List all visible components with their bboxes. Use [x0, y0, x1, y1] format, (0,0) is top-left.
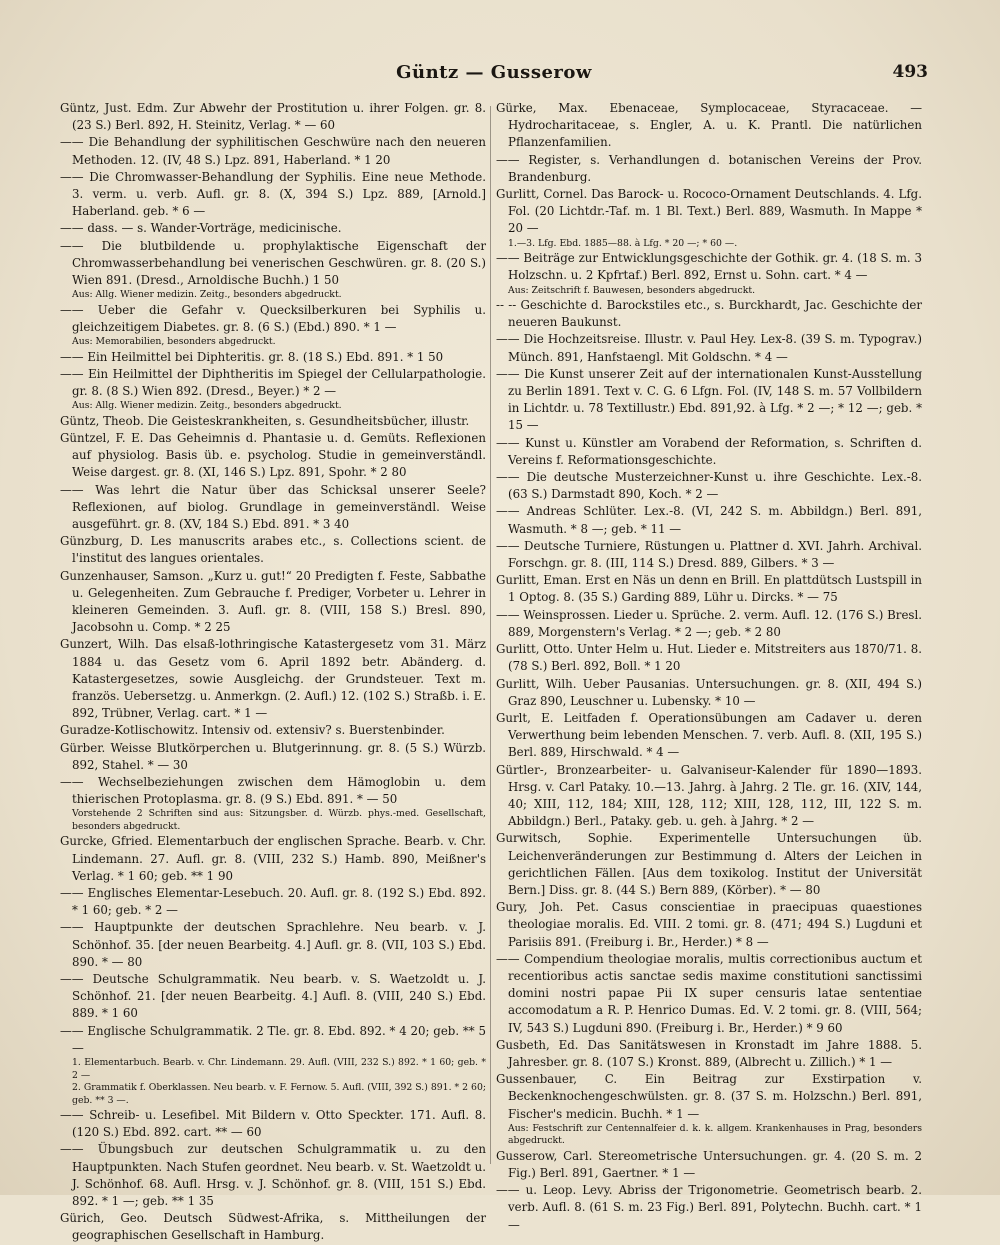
sub-entry: —— Die blutbildende u. prophylaktische Eigenschaft der Chromwasserbehandlung bei venerischen Geschwüren. gr. 8. (20 S.) Wien 891. (Dresd., Arnoldische Buchh.) 1 50 — [60, 238, 486, 288]
bibliography-entry: Gunzenhauser, Samson. „Kurz u. gut!“ 20 Predigten f. Feste, Sabbathe u. Gelegenheiten. Zum Gebrauche f. Prediger, Vorbeter u. Lehrer in kleineren Gemeinden. 3. Aufl. gr. 8. (VIII, 158 S.) Bresl. 890, Jacobsohn u. Comp. * 2 25 — [60, 568, 486, 635]
entry-note: Vorstehende 2 Schriften sind aus: Sitzungsber. d. Würzb. phys.-med. Gesellschaft, besonders abgedruckt. — [72, 808, 486, 832]
bibliography-entry: Gurlitt, Wilh. Ueber Pausanias. Untersuchungen. gr. 8. (XII, 494 S.) Graz 890, Leuschner u. Lubensky. * 10 — — [496, 676, 922, 708]
sub-entry: —— Was lehrt die Natur über das Schicksal unserer Seele? Reflexionen, auf biolog. Grundlage in gemeinverständl. Weise ausgeführt. gr. 8. (XV, 184 S.) Ebd. 891. * 3 40 — [60, 482, 486, 531]
sub-entry: —— u. Leop. Levy. Abriss der Trigonometrie. Geometrisch bearb. 2. verb. Aufl. 8. (61 S. m. 23 Fig.) Berl. 891, Polytechn. Buchh. cart. * 1 — — [496, 1183, 922, 1232]
page-number: 493 — [892, 62, 928, 82]
sub-entry: —— Englisches Elementar-Lesebuch. 20. Aufl. gr. 8. (192 S.) Ebd. 892. * 1 60; geb. * 2 — — [60, 886, 486, 918]
bibliography-entry: Gürich, Geo. Deutsch Südwest-Afrika, s. Mittheilungen der geographischen Gesellschaft in Hamburg. — [60, 1211, 486, 1243]
bibliography-entry: Gurlitt, Cornel. Das Barock- u. Rococo-Ornament Deutschlands. 4. Lfg. Fol. (20 Lichtdr.-Taf. m. 1 Bl. Text.) Berl. 889, Wasmuth. In Mappe * 20 — — [496, 187, 922, 236]
sub-entry: —— Andreas Schlüter. Lex.-8. (VI, 242 S. m. Abbildgn.) Berl. 891, Wasmuth. * 8 —; geb. * 11 — — [496, 504, 922, 536]
bibliography-entry: Güntz, Just. Edm. Zur Abwehr der Prostitution u. ihrer Folgen. gr. 8. (23 S.) Berl. 892, H. Steinitz, Verlag. * — 60 — [60, 101, 486, 133]
bibliography-entry: Gurcke, Gfried. Elementarbuch der englischen Sprache. Bearb. v. Chr. Lindemann. 27. Aufl. gr. 8. (VIII, 232 S.) Hamb. 890, Meißner's Verlag. * 1 60; geb. ** 1 90 — [60, 834, 486, 883]
sub-entry: —— Weinsprossen. Lieder u. Sprüche. 2. verm. Aufl. 12. (176 S.) Bresl. 889, Morgenstern's Verlag. * 2 —; geb. * 2 80 — [496, 607, 922, 639]
entry-note: Aus: Festschrift zur Centennalfeier d. k. k. allgem. Krankenhauses in Prag, besonders abgedruckt. — [508, 1122, 922, 1147]
sub-entry: —— Deutsche Schulgrammatik. Neu bearb. v. S. Waetzoldt u. J. Schönhof. 21. [der neuen Bearbeitg. 4.] Aufl. 8. (VIII, 240 S.) Ebd. 889. * 1 60 — [60, 972, 486, 1021]
sub-entry: —— Schreib- u. Lesefibel. Mit Bildern v. Otto Speckter. 171. Aufl. 8. (120 S.) Ebd. 892. cart. ** — 60 — [60, 1108, 486, 1140]
bibliography-entry: Gusbeth, Ed. Das Sanitätswesen in Kronstadt im Jahre 1888. 5. Jahresber. gr. 8. (107 S.) Kronst. 889, (Albrecht u. Zillich.) * 1 — — [496, 1037, 922, 1069]
sub-entry: —— Beiträge zur Entwicklungsgeschichte der Gothik. gr. 4. (18 S. m. 3 Holzschn. u. 2 Kpfrtaf.) Berl. 892, Ernst u. Sohn. cart. * 4 — — [496, 251, 922, 283]
entry-note: Aus: Allg. Wiener medizin. Zeitg., besonders abgedruckt. — [72, 289, 342, 301]
sub-entry: —— Compendium theologiae moralis, multis correctionibus auctum et recentioribus actis sanctae sedis maxime constitutioni sanctissimi domini nostri papae Pii IX super censuris latae sententiae accomodatum a R. P. Henrico Dumas. Ed. V. 2 tomi. gr. 8. (VIII, 564; IV, 543 S.) Lugduni 890. (Freiburg i. Br., Herder.) * 9 60 — [496, 951, 922, 1035]
bibliography-entry: Güntz, Theob. Die Geisteskrankheiten, s. Gesundheitsbücher, illustr. — [60, 413, 470, 428]
column-divider — [490, 106, 491, 1164]
bibliography-entry: Gurlitt, Eman. Erst en Näs un denn en Brill. En plattdütsch Lustspill in 1 Optog. 8. (35 S.) Garding 889, Lühr u. Dircks. * — 75 — [496, 573, 922, 605]
left-column — [60, 100, 486, 1245]
bibliography-entry: Günzburg, D. Les manuscrits arabes etc., s. Collections scient. de l'institut des langues orientales. — [60, 534, 486, 566]
sub-entry: —— Register, s. Verhandlungen d. botanischen Vereins der Prov. Brandenburg. — [496, 152, 922, 184]
right-column — [496, 100, 922, 1234]
sub-entry: —— Wechselbeziehungen zwischen dem Hämoglobin u. dem thierischen Protoplasma. gr. 8. (9 S.) Ebd. 891. * — 50 — [60, 775, 486, 807]
bibliography-entry: Gurwitsch, Sophie. Experimentelle Untersuchungen üb. Leichenveränderungen zur Bestimmung d. Alters der Leichen in gerichtlichen Fällen. [Aus dem toxikolog. Institut der Universität Bern.] Diss. gr. 8. (44 S.) Bern 889, (Körber). * — 80 — [496, 831, 922, 897]
sub-entry: —— Ueber die Gefahr v. Quecksilberkuren bei Syphilis u. gleichzeitigem Diabetes. gr. 8. (6 S.) (Ebd.) 890. * 1 — — [60, 302, 486, 334]
sub-entry: —— Die Behandlung der syphilitischen Geschwüre nach den neueren Methoden. 12. (IV, 48 S.) Lpz. 891, Haberland. * 1 20 — [60, 135, 486, 167]
sub-entry: —— Die deutsche Musterzeichner-Kunst u. ihre Geschichte. Lex.-8. (63 S.) Darmstadt 890, Koch. * 2 — — [496, 470, 922, 502]
sub-entry: -- -- Geschichte d. Barockstiles etc., s. Burckhardt, Jac. Geschichte der neueren Baukunst. — [496, 298, 922, 330]
bibliography-entry: Gurlt, E. Leitfaden f. Operationsübungen am Cadaver u. deren Verwerthung beim lebenden Menschen. 7. verb. Aufl. 8. (XII, 195 S.) Berl. 889, Hirschwald. * 4 — — [496, 710, 922, 760]
bibliography-entry: Gürber. Weisse Blutkörperchen u. Blutgerinnung. gr. 8. (5 S.) Würzb. 892, Stahel. * — 30 — [60, 740, 486, 772]
entry-note: Aus: Zeitschrift f. Bauwesen, besonders abgedruckt. — [508, 284, 756, 296]
entry-note: Aus: Allg. Wiener medizin. Zeitg., besonders abgedruckt. — [72, 400, 342, 412]
columns — [60, 100, 932, 1243]
page-header — [60, 62, 928, 92]
entry-note: 2. Grammatik f. Oberklassen. Neu bearb. v. F. Fernow. 5. Aufl. (VIII, 392 S.) 891. * 2 60; geb. ** 3 —. — [72, 1082, 486, 1106]
bibliography-entry: Gusserow, Carl. Stereometrische Untersuchungen. gr. 4. (20 S. m. 2 Fig.) Berl. 891, Gaertner. * 1 — — [496, 1148, 922, 1180]
bibliography-entry: Gussenbauer, C. Ein Beitrag zur Exstirpation v. Beckenknochengeschwülsten. gr. 8. (37 S. m. Holzschn.) Berl. 891, Fischer's medicin. Buchh. * 1 — — [496, 1072, 922, 1121]
sub-entry: —— Kunst u. Künstler am Vorabend der Reformation, s. Schriften d. Vereins f. Reformationsgeschichte. — [496, 435, 922, 467]
bibliography-entry: Gurlitt, Otto. Unter Helm u. Hut. Lieder e. Mitstreiters aus 1870/71. 8. (78 S.) Berl. 892, Boll. * 1 20 — [496, 642, 922, 674]
sub-entry: —— Deutsche Turniere, Rüstungen u. Plattner d. XVI. Jahrh. Archival. Forschgn. gr. 8. (III, 114 S.) Dresd. 889, Gilbers. * 3 — — [496, 538, 922, 571]
sub-entry: —— Englische Schulgrammatik. 2 Tle. gr. 8. Ebd. 892. * 4 20; geb. ** 5 — — [60, 1023, 486, 1055]
bibliography-entry: Guradze-Kotlischowitz. Intensiv od. extensiv? s. Buerstenbinder. — [60, 723, 445, 738]
sub-entry: —— Die Chromwasser-Behandlung der Syphilis. Eine neue Methode. 3. verm. u. verb. Aufl. gr. 8. (X, 394 S.) Lpz. 889, [Arnold.] Haberland. geb. * 6 — — [60, 169, 486, 219]
entry-note: Aus: Memorabilien, besonders abgedruckt. — [72, 336, 276, 348]
entry-note: 1.—3. Lfg. Ebd. 1885—88. à Lfg. * 20 —; * 60 —. — [508, 237, 738, 249]
bibliography-entry: Gürtler-, Bronzearbeiter- u. Galvaniseur-Kalender für 1890—1893. Hrsg. v. Carl Pataky. 10.—13. Jahrg. à Jahrg. 2 Tle. gr. 16. (XIV, 144, 40; XIII, 112, 184; XIII, 128, 112; XIII, 128, 112, III, 122 S. m. Abbildgn.) Berl., Pataky. geb. u. geh. à Jahrg. * 2 — — [496, 762, 922, 829]
bibliography-entry: Gury, Joh. Pet. Casus conscientiae in praecipuas quaestiones theologiae moralis. Ed. VIII. 2 tomi. gr. 8. (471; 494 S.) Lugduni et Parisiis 891. (Freiburg i. Br., Herder.) * 8 — — [496, 900, 922, 949]
entry-note: 1. Elementarbuch. Bearb. v. Chr. Lindemann. 29. Aufl. (VIII, 232 S.) 892. * 1 60; geb. * 2 — — [72, 1057, 486, 1081]
bibliography-entry: Gunzert, Wilh. Das elsaß-lothringische Katastergesetz vom 31. März 1884 u. das Gesetz vom 6. April 1892 betr. Abänderg. d. Katastergesetzes, sowie Ausgleichg. der Grundsteuer. Text m. französ. Uebersetzg. u. Anmerkgn. (2. Aufl.) 12. (102 S.) Straßb. i. E. 892, Trübner, Verlag. cart. * 1 — — [60, 637, 486, 721]
bibliography-entry: Güntzel, F. E. Das Geheimnis d. Phantasie u. d. Gemüts. Reflexionen auf physiolog. Basis üb. e. psycholog. Studie in gemeinverständl. Weise dargest. gr. 8. (XI, 146 S.) Lpz. 891, Spohr. * 2 80 — [60, 430, 486, 480]
sub-entry: —— Hauptpunkte der deutschen Sprachlehre. Neu bearb. v. J. Schönhof. 35. [der neuen Bearbeitg. 4.] Aufl. gr. 8. (VII, 103 S.) Ebd. 890. * — 80 — [60, 920, 486, 969]
sub-entry: —— dass. — s. Wander-Vorträge, medicinische. — [60, 221, 342, 236]
sub-entry: —— Übungsbuch zur deutschen Schulgrammatik u. zu den Hauptpunkten. Nach Stufen geordnet. Neu bearb. v. St. Waetzoldt u. J. Schönhof. 68. Aufl. Hrsg. v. J. Schönhof. gr. 8. (VIII, 151 S.) Ebd. 892. * 1 —; geb. ** 1 35 — [60, 1142, 486, 1209]
running-title: Güntz — Gusserow — [396, 62, 592, 83]
bibliography-entry: Gürke, Max. Ebenaceae, Symplocaceae, Styracaceae. — Hydrocharitaceae, s. Engler, A. u. K. Prantl. Die natürlichen Pflanzenfamilien. — [496, 101, 922, 150]
sub-entry: —— Ein Heilmittel bei Diphteritis. gr. 8. (18 S.) Ebd. 891. * 1 50 — [60, 349, 444, 364]
sub-entry: —— Die Hochzeitsreise. Illustr. v. Paul Hey. Lex-8. (39 S. m. Typograv.) Münch. 891, Hanfstaengl. Mit Goldschn. * 4 — — [496, 332, 922, 364]
sub-entry: —— Die Kunst unserer Zeit auf der internationalen Kunst-Ausstellung zu Berlin 1891. Text v. C. G. 6 Lfgn. Fol. (IV, 148 S. m. 57 Vollbildern in Lichtdr. u. 78 Textillustr.) Ebd. 891,92. à Lfg. * 2 —; * 12 —; geb. * 15 — — [496, 366, 922, 433]
sub-entry: —— Ein Heilmittel der Diphtheritis im Spiegel der Cellularpathologie. gr. 8. (8 S.) Wien 892. (Dresd., Beyer.) * 2 — — [60, 366, 486, 399]
